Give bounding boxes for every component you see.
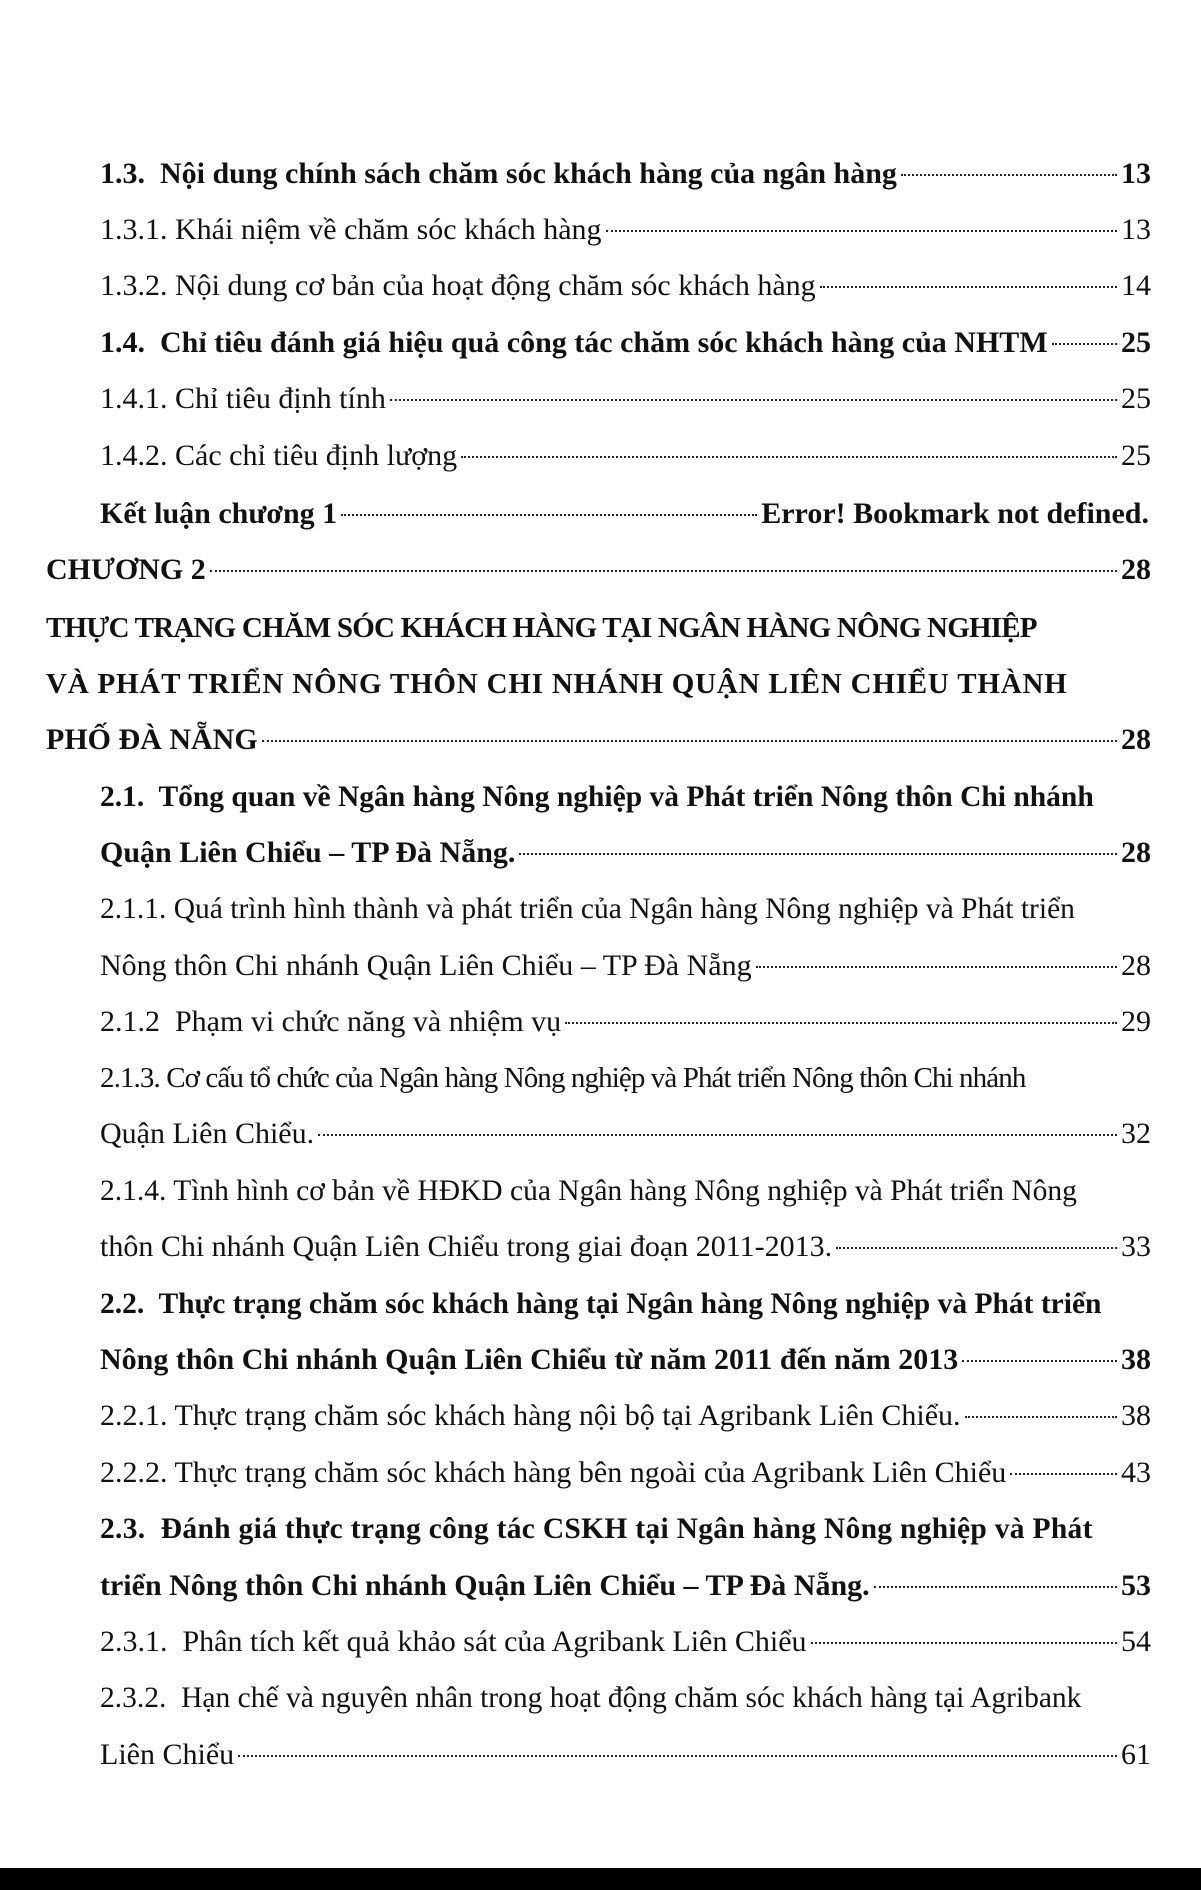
toc-entry[interactable] <box>0 942 1201 990</box>
dot-leader <box>341 514 757 516</box>
toc-entry-title: triển Nông thôn Chi nhánh Quận Liên Chiểu – TP Đà Nẵng. <box>100 1569 870 1602</box>
toc-entry-continuation[interactable] <box>0 660 1201 708</box>
toc-entry-continuation[interactable] <box>0 1280 1201 1328</box>
toc-entry[interactable] <box>0 490 1201 538</box>
toc-entry-continuation[interactable] <box>0 1505 1201 1553</box>
toc-entry-page: 25 <box>1121 382 1151 415</box>
toc-entry-title: 1.4. Chỉ tiêu đánh giá hiệu quả công tác chăm sóc khách hàng của NHTM <box>100 326 1048 359</box>
toc-entry-title: 1.4.2. Các chỉ tiêu định lượng <box>100 439 458 472</box>
toc-entry-page: 61 <box>1121 1738 1151 1771</box>
dot-leader <box>962 1360 1117 1362</box>
toc-entry[interactable] <box>0 1110 1201 1158</box>
dot-leader <box>811 1642 1117 1644</box>
dot-leader <box>820 286 1117 288</box>
toc-entry-title: Quận Liên Chiểu. <box>100 1117 315 1150</box>
toc-entry[interactable] <box>0 432 1201 480</box>
toc-entry-title: VÀ PHÁT TRIỂN NÔNG THÔN CHI NHÁNH QUẬN LIÊN CHIỂU THÀNH <box>46 668 1068 700</box>
toc-entry[interactable] <box>0 546 1201 594</box>
toc-entry-title: THỰC TRẠNG CHĂM SÓC KHÁCH HÀNG TẠI NGÂN HÀNG NÔNG NGHIỆP <box>46 612 1037 644</box>
dot-leader <box>565 1022 1117 1024</box>
dot-leader <box>318 1134 1117 1136</box>
toc-entry-title: 2.2. Thực trạng chăm sóc khách hàng tại Ngân hàng Nông nghiệp và Phát triển <box>100 1288 1102 1320</box>
toc-entry-title: 1.3.1. Khái niệm về chăm sóc khách hàng <box>100 213 602 246</box>
toc-entry-title: 1.4.1. Chỉ tiêu định tính <box>100 382 386 415</box>
toc-entry-page: 38 <box>1121 1399 1151 1432</box>
toc-entry-title: 2.3.2. Hạn chế và nguyên nhân trong hoạt động chăm sóc khách hàng tại Agribank <box>100 1682 1082 1714</box>
toc-entry-page: 13 <box>1121 157 1151 190</box>
toc-entry-page: 38 <box>1121 1343 1151 1376</box>
toc-entry[interactable] <box>0 262 1201 310</box>
toc-entry-title: 1.3. Nội dung chính sách chăm sóc khách hàng của ngân hàng <box>100 157 897 190</box>
dot-leader <box>461 456 1117 458</box>
toc-entry-page: 28 <box>1121 553 1151 586</box>
toc-entry-continuation[interactable] <box>0 1054 1201 1102</box>
toc-entry[interactable] <box>0 1618 1201 1666</box>
dot-leader <box>1010 1473 1117 1475</box>
toc-entry-title: 2.1.3. Cơ cấu tổ chức của Ngân hàng Nông nghiệp và Phát triển Nông thôn Chi nhánh <box>100 1062 1026 1094</box>
toc-entry-continuation[interactable] <box>0 885 1201 933</box>
toc-entry-title: 2.1.1. Quá trình hình thành và phát triển của Ngân hàng Nông nghiệp và Phát triển <box>100 893 1075 925</box>
toc-entry-page: 14 <box>1121 269 1151 302</box>
dot-leader <box>901 174 1117 176</box>
toc-entry[interactable] <box>0 1392 1201 1440</box>
toc-entry-continuation[interactable] <box>0 604 1201 652</box>
toc-entry-page: 54 <box>1121 1625 1151 1658</box>
toc-entry[interactable] <box>0 1562 1201 1610</box>
toc-entry[interactable] <box>0 150 1201 198</box>
toc-entry[interactable] <box>0 1731 1201 1779</box>
dot-leader <box>390 399 1117 401</box>
toc-entry-title: 2.1.2 Phạm vi chức năng và nhiệm vụ <box>100 1005 562 1038</box>
toc-entry-page: 25 <box>1121 439 1151 472</box>
toc-entry-title: 2.1.4. Tình hình cơ bản về HĐKD của Ngân hàng Nông nghiệp và Phát triển Nông <box>100 1175 1077 1207</box>
dot-leader <box>210 570 1117 572</box>
toc-entry-title: CHƯƠNG 2 <box>46 553 206 586</box>
toc-entry-title: 2.2.1. Thực trạng chăm sóc khách hàng nội bộ tại Agribank Liên Chiểu. <box>100 1399 961 1432</box>
dot-leader <box>874 1586 1117 1588</box>
toc-entry[interactable] <box>0 375 1201 423</box>
toc-entry[interactable] <box>0 716 1201 764</box>
dot-leader <box>519 853 1117 855</box>
toc-entry-page: 28 <box>1121 836 1151 869</box>
toc-entry-title: Kết luận chương 1 <box>100 497 338 530</box>
toc-entry-page: 28 <box>1121 723 1151 756</box>
toc-entry-title: 2.3.1. Phân tích kết quả khảo sát của Agribank Liên Chiểu <box>100 1625 807 1658</box>
dot-leader <box>1052 343 1117 345</box>
toc-entry-title: 2.1. Tổng quan về Ngân hàng Nông nghiệp và Phát triển Nông thôn Chi nhánh <box>100 781 1094 813</box>
toc-entry-page: 28 <box>1121 949 1151 982</box>
toc-entry[interactable] <box>0 829 1201 877</box>
toc-entry-page: 32 <box>1121 1117 1151 1150</box>
dot-leader <box>606 230 1117 232</box>
toc-entry[interactable] <box>0 206 1201 254</box>
toc-entry-title: PHỐ ĐÀ NẴNG <box>46 723 258 756</box>
toc-entry-continuation[interactable] <box>0 773 1201 821</box>
toc-entry-page: 53 <box>1121 1569 1151 1602</box>
toc-entry-page: 33 <box>1121 1230 1151 1263</box>
toc-entry-continuation[interactable] <box>0 1167 1201 1215</box>
dot-leader <box>238 1755 1117 1757</box>
toc-entry-page: 25 <box>1121 326 1151 359</box>
toc-entry[interactable] <box>0 1336 1201 1384</box>
toc-entry-page: 13 <box>1121 213 1151 246</box>
toc-entry[interactable] <box>0 319 1201 367</box>
toc-entry-title: 2.3. Đánh giá thực trạng công tác CSKH tại Ngân hàng Nông nghiệp và Phát <box>100 1513 1093 1545</box>
toc-entry[interactable] <box>0 998 1201 1046</box>
toc-entry-continuation[interactable] <box>0 1674 1201 1722</box>
dot-leader <box>262 740 1117 742</box>
toc-entry-title: 1.3.2. Nội dung cơ bản của hoạt động chăm sóc khách hàng <box>100 269 816 302</box>
toc-entry-title: Quận Liên Chiểu – TP Đà Nẵng. <box>100 836 516 869</box>
page-bottom-edge <box>0 1868 1201 1890</box>
dot-leader <box>756 966 1117 968</box>
toc-entry-page: 29 <box>1121 1005 1151 1038</box>
toc-entry-title: 2.2.2. Thực trạng chăm sóc khách hàng bên ngoài của Agribank Liên Chiểu <box>100 1456 1007 1489</box>
toc-entry[interactable] <box>0 1449 1201 1497</box>
toc-entry-title: thôn Chi nhánh Quận Liên Chiểu trong giai đoạn 2011-2013. <box>100 1230 833 1263</box>
toc-entry-page: 43 <box>1121 1456 1151 1489</box>
toc-entry-title: Nông thôn Chi nhánh Quận Liên Chiểu – TP Đà Nẵng <box>100 949 752 982</box>
dot-leader <box>836 1247 1117 1249</box>
toc-entry[interactable] <box>0 1223 1201 1271</box>
toc-entry-title: Liên Chiểu <box>100 1738 235 1771</box>
toc-entry-page-error: Error! Bookmark not defined. <box>761 497 1149 530</box>
toc-entry-title: Nông thôn Chi nhánh Quận Liên Chiểu từ năm 2011 đến năm 2013 <box>100 1343 959 1376</box>
dot-leader <box>965 1416 1117 1418</box>
